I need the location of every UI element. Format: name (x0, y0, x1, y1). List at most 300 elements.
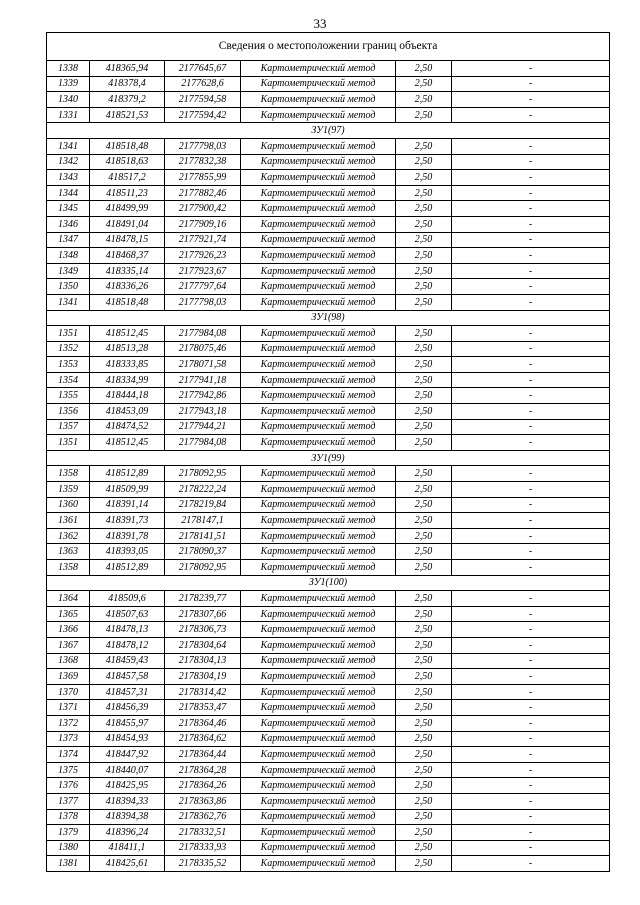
accuracy-cell: 2,50 (396, 637, 452, 653)
y-coordinate-cell: 2178304,64 (165, 637, 241, 653)
description-cell: - (452, 466, 610, 482)
method-cell: Картометрический метод (241, 606, 396, 622)
point-number-cell: 1372 (47, 715, 90, 731)
accuracy-cell: 2,50 (396, 341, 452, 357)
method-cell: Картометрический метод (241, 840, 396, 856)
y-coordinate-cell: 2178362,76 (165, 809, 241, 825)
point-number-cell: 1361 (47, 513, 90, 529)
y-coordinate-cell: 2178364,46 (165, 715, 241, 731)
table-row (47, 76, 610, 92)
method-cell: Картометрический метод (241, 61, 396, 77)
accuracy-cell: 2,50 (396, 76, 452, 92)
y-coordinate-cell: 2177926,23 (165, 248, 241, 264)
method-cell: Картометрический метод (241, 544, 396, 560)
y-coordinate-cell: 2177832,38 (165, 154, 241, 170)
zone-label: ЗУ1(97) (47, 123, 610, 139)
y-coordinate-cell: 2177594,42 (165, 107, 241, 123)
point-number-cell: 1376 (47, 778, 90, 794)
method-cell: Картометрический метод (241, 793, 396, 809)
table-row (47, 279, 610, 295)
point-number-cell: 1344 (47, 185, 90, 201)
description-cell: - (452, 669, 610, 685)
point-number-cell: 1357 (47, 419, 90, 435)
method-cell: Картометрический метод (241, 591, 396, 607)
method-cell: Картометрический метод (241, 185, 396, 201)
point-number-cell: 1340 (47, 92, 90, 108)
method-cell: Картометрический метод (241, 700, 396, 716)
method-cell: Картометрический метод (241, 107, 396, 123)
description-cell: - (452, 61, 610, 77)
method-cell: Картометрический метод (241, 856, 396, 872)
x-coordinate-cell: 418457,31 (90, 684, 165, 700)
description-cell: - (452, 622, 610, 638)
x-coordinate-cell: 418518,48 (90, 138, 165, 154)
x-coordinate-cell: 418425,61 (90, 856, 165, 872)
point-number-cell: 1358 (47, 466, 90, 482)
method-cell: Картометрический метод (241, 357, 396, 373)
description-cell: - (452, 482, 610, 498)
method-cell: Картометрический метод (241, 669, 396, 685)
zone-label: ЗУ1(100) (47, 575, 610, 591)
description-cell: - (452, 544, 610, 560)
table-row (47, 747, 610, 763)
point-number-cell: 1373 (47, 731, 90, 747)
description-cell: - (452, 731, 610, 747)
zone-label: ЗУ1(99) (47, 450, 610, 466)
table-row (47, 372, 610, 388)
y-coordinate-cell: 2177984,08 (165, 435, 241, 451)
description-cell: - (452, 404, 610, 420)
method-cell: Картометрический метод (241, 232, 396, 248)
table-row (47, 404, 610, 420)
accuracy-cell: 2,50 (396, 653, 452, 669)
y-coordinate-cell: 2177882,46 (165, 185, 241, 201)
description-cell: - (452, 107, 610, 123)
accuracy-cell: 2,50 (396, 591, 452, 607)
accuracy-cell: 2,50 (396, 731, 452, 747)
method-cell: Картометрический метод (241, 825, 396, 841)
point-number-cell: 1370 (47, 684, 90, 700)
point-number-cell: 1363 (47, 544, 90, 560)
accuracy-cell: 2,50 (396, 388, 452, 404)
x-coordinate-cell: 418474,52 (90, 419, 165, 435)
point-number-cell: 1359 (47, 482, 90, 498)
point-number-cell: 1358 (47, 560, 90, 576)
table-row (47, 513, 610, 529)
y-coordinate-cell: 2178332,51 (165, 825, 241, 841)
accuracy-cell: 2,50 (396, 669, 452, 685)
y-coordinate-cell: 2177855,99 (165, 170, 241, 186)
table-row (47, 544, 610, 560)
method-cell: Картометрический метод (241, 809, 396, 825)
accuracy-cell: 2,50 (396, 326, 452, 342)
table-row (47, 138, 610, 154)
description-cell: - (452, 388, 610, 404)
table-row (47, 591, 610, 607)
y-coordinate-cell: 2178304,13 (165, 653, 241, 669)
point-number-cell: 1341 (47, 294, 90, 310)
point-number-cell: 1354 (47, 372, 90, 388)
table-row (47, 388, 610, 404)
y-coordinate-cell: 2177944,21 (165, 419, 241, 435)
accuracy-cell: 2,50 (396, 793, 452, 809)
x-coordinate-cell: 418394,38 (90, 809, 165, 825)
y-coordinate-cell: 2178141,51 (165, 528, 241, 544)
description-cell: - (452, 637, 610, 653)
point-number-cell: 1371 (47, 700, 90, 716)
point-number-cell: 1377 (47, 793, 90, 809)
method-cell: Картометрический метод (241, 653, 396, 669)
description-cell: - (452, 419, 610, 435)
x-coordinate-cell: 418379,2 (90, 92, 165, 108)
method-cell: Картометрический метод (241, 731, 396, 747)
table-row (47, 154, 610, 170)
point-number-cell: 1346 (47, 216, 90, 232)
method-cell: Картометрический метод (241, 637, 396, 653)
x-coordinate-cell: 418517,2 (90, 170, 165, 186)
accuracy-cell: 2,50 (396, 419, 452, 435)
accuracy-cell: 2,50 (396, 762, 452, 778)
x-coordinate-cell: 418499,99 (90, 201, 165, 217)
y-coordinate-cell: 2177798,03 (165, 138, 241, 154)
description-cell: - (452, 513, 610, 529)
x-coordinate-cell: 418396,24 (90, 825, 165, 841)
accuracy-cell: 2,50 (396, 248, 452, 264)
table-row (47, 653, 610, 669)
y-coordinate-cell: 2178335,52 (165, 856, 241, 872)
table-row (47, 825, 610, 841)
table-row (47, 669, 610, 685)
accuracy-cell: 2,50 (396, 216, 452, 232)
table-row (47, 170, 610, 186)
point-number-cell: 1379 (47, 825, 90, 841)
method-cell: Картометрический метод (241, 92, 396, 108)
table-row (47, 263, 610, 279)
point-number-cell: 1352 (47, 341, 90, 357)
accuracy-cell: 2,50 (396, 61, 452, 77)
description-cell: - (452, 856, 610, 872)
point-number-cell: 1369 (47, 669, 90, 685)
accuracy-cell: 2,50 (396, 138, 452, 154)
method-cell: Картометрический метод (241, 263, 396, 279)
zone-header-row (47, 450, 610, 466)
accuracy-cell: 2,50 (396, 279, 452, 295)
x-coordinate-cell: 418513,28 (90, 341, 165, 357)
y-coordinate-cell: 2178304,19 (165, 669, 241, 685)
description-cell: - (452, 435, 610, 451)
x-coordinate-cell: 418512,89 (90, 560, 165, 576)
zone-header-row (47, 310, 610, 326)
accuracy-cell: 2,50 (396, 513, 452, 529)
x-coordinate-cell: 418518,63 (90, 154, 165, 170)
method-cell: Картометрический метод (241, 294, 396, 310)
x-coordinate-cell: 418335,14 (90, 263, 165, 279)
method-cell: Картометрический метод (241, 201, 396, 217)
accuracy-cell: 2,50 (396, 684, 452, 700)
description-cell: - (452, 263, 610, 279)
accuracy-cell: 2,50 (396, 435, 452, 451)
description-cell: - (452, 76, 610, 92)
method-cell: Картометрический метод (241, 388, 396, 404)
description-cell: - (452, 700, 610, 716)
description-cell: - (452, 170, 610, 186)
y-coordinate-cell: 2177900,42 (165, 201, 241, 217)
x-coordinate-cell: 418478,12 (90, 637, 165, 653)
table-row (47, 762, 610, 778)
x-coordinate-cell: 418447,92 (90, 747, 165, 763)
point-number-cell: 1348 (47, 248, 90, 264)
x-coordinate-cell: 418411,1 (90, 840, 165, 856)
description-cell: - (452, 793, 610, 809)
method-cell: Картометрический метод (241, 404, 396, 420)
point-number-cell: 1331 (47, 107, 90, 123)
y-coordinate-cell: 2177942,86 (165, 388, 241, 404)
method-cell: Картометрический метод (241, 154, 396, 170)
point-number-cell: 1360 (47, 497, 90, 513)
table-title-row (47, 33, 610, 61)
y-coordinate-cell: 2178219,84 (165, 497, 241, 513)
y-coordinate-cell: 2178239,77 (165, 591, 241, 607)
x-coordinate-cell: 418394,33 (90, 793, 165, 809)
point-number-cell: 1351 (47, 435, 90, 451)
accuracy-cell: 2,50 (396, 528, 452, 544)
point-number-cell: 1341 (47, 138, 90, 154)
accuracy-cell: 2,50 (396, 622, 452, 638)
y-coordinate-cell: 2178092,95 (165, 560, 241, 576)
x-coordinate-cell: 418457,58 (90, 669, 165, 685)
table-row (47, 341, 610, 357)
x-coordinate-cell: 418336,26 (90, 279, 165, 295)
x-coordinate-cell: 418453,09 (90, 404, 165, 420)
accuracy-cell: 2,50 (396, 107, 452, 123)
method-cell: Картометрический метод (241, 482, 396, 498)
x-coordinate-cell: 418455,97 (90, 715, 165, 731)
method-cell: Картометрический метод (241, 762, 396, 778)
y-coordinate-cell: 2177797,64 (165, 279, 241, 295)
point-number-cell: 1362 (47, 528, 90, 544)
accuracy-cell: 2,50 (396, 263, 452, 279)
x-coordinate-cell: 418512,45 (90, 326, 165, 342)
y-coordinate-cell: 2178333,93 (165, 840, 241, 856)
x-coordinate-cell: 418521,53 (90, 107, 165, 123)
description-cell: - (452, 747, 610, 763)
description-cell: - (452, 92, 610, 108)
point-number-cell: 1364 (47, 591, 90, 607)
y-coordinate-cell: 2177798,03 (165, 294, 241, 310)
y-coordinate-cell: 2178090,37 (165, 544, 241, 560)
accuracy-cell: 2,50 (396, 856, 452, 872)
table-row (47, 435, 610, 451)
x-coordinate-cell: 418391,14 (90, 497, 165, 513)
table-row (47, 793, 610, 809)
point-number-cell: 1356 (47, 404, 90, 420)
zone-header-row (47, 123, 610, 139)
accuracy-cell: 2,50 (396, 700, 452, 716)
point-number-cell: 1353 (47, 357, 90, 373)
point-number-cell: 1339 (47, 76, 90, 92)
method-cell: Картометрический метод (241, 216, 396, 232)
y-coordinate-cell: 2178353,47 (165, 700, 241, 716)
description-cell: - (452, 372, 610, 388)
x-coordinate-cell: 418511,23 (90, 185, 165, 201)
y-coordinate-cell: 2177941,18 (165, 372, 241, 388)
table-row (47, 201, 610, 217)
y-coordinate-cell: 2177923,67 (165, 263, 241, 279)
table-body (47, 33, 610, 872)
method-cell: Картометрический метод (241, 435, 396, 451)
table-row (47, 637, 610, 653)
y-coordinate-cell: 2178222,24 (165, 482, 241, 498)
y-coordinate-cell: 2178364,26 (165, 778, 241, 794)
table-row (47, 216, 610, 232)
description-cell: - (452, 201, 610, 217)
method-cell: Картометрический метод (241, 560, 396, 576)
accuracy-cell: 2,50 (396, 606, 452, 622)
description-cell: - (452, 154, 610, 170)
x-coordinate-cell: 418444,18 (90, 388, 165, 404)
method-cell: Картометрический метод (241, 419, 396, 435)
x-coordinate-cell: 418440,07 (90, 762, 165, 778)
method-cell: Картометрический метод (241, 138, 396, 154)
table-row (47, 232, 610, 248)
point-number-cell: 1342 (47, 154, 90, 170)
accuracy-cell: 2,50 (396, 294, 452, 310)
y-coordinate-cell: 2178364,28 (165, 762, 241, 778)
table-row (47, 466, 610, 482)
accuracy-cell: 2,50 (396, 840, 452, 856)
accuracy-cell: 2,50 (396, 747, 452, 763)
table-row (47, 560, 610, 576)
accuracy-cell: 2,50 (396, 404, 452, 420)
x-coordinate-cell: 418509,99 (90, 482, 165, 498)
page-number: 33 (313, 16, 327, 31)
description-cell: - (452, 216, 610, 232)
description-cell: - (452, 232, 610, 248)
description-cell: - (452, 778, 610, 794)
description-cell: - (452, 279, 610, 295)
accuracy-cell: 2,50 (396, 809, 452, 825)
table-row (47, 809, 610, 825)
point-number-cell: 1380 (47, 840, 90, 856)
x-coordinate-cell: 418334,99 (90, 372, 165, 388)
description-cell: - (452, 606, 610, 622)
x-coordinate-cell: 418391,73 (90, 513, 165, 529)
table-row (47, 185, 610, 201)
point-number-cell: 1378 (47, 809, 90, 825)
point-number-cell: 1350 (47, 279, 90, 295)
description-cell: - (452, 653, 610, 669)
accuracy-cell: 2,50 (396, 92, 452, 108)
method-cell: Картометрический метод (241, 341, 396, 357)
x-coordinate-cell: 418507,63 (90, 606, 165, 622)
x-coordinate-cell: 418468,37 (90, 248, 165, 264)
accuracy-cell: 2,50 (396, 154, 452, 170)
description-cell: - (452, 294, 610, 310)
point-number-cell: 1374 (47, 747, 90, 763)
accuracy-cell: 2,50 (396, 497, 452, 513)
x-coordinate-cell: 418478,15 (90, 232, 165, 248)
x-coordinate-cell: 418333,85 (90, 357, 165, 373)
description-cell: - (452, 185, 610, 201)
table-row (47, 61, 610, 77)
accuracy-cell: 2,50 (396, 357, 452, 373)
method-cell: Картометрический метод (241, 248, 396, 264)
method-cell: Картометрический метод (241, 528, 396, 544)
method-cell: Картометрический метод (241, 279, 396, 295)
boundary-coordinates-table (46, 32, 610, 872)
description-cell: - (452, 715, 610, 731)
method-cell: Картометрический метод (241, 170, 396, 186)
x-coordinate-cell: 418456,39 (90, 700, 165, 716)
accuracy-cell: 2,50 (396, 560, 452, 576)
zone-label: ЗУ1(98) (47, 310, 610, 326)
accuracy-cell: 2,50 (396, 201, 452, 217)
y-coordinate-cell: 2178314,42 (165, 684, 241, 700)
table-row (47, 294, 610, 310)
y-coordinate-cell: 2177943,18 (165, 404, 241, 420)
x-coordinate-cell: 418509,6 (90, 591, 165, 607)
description-cell: - (452, 357, 610, 373)
table-row (47, 840, 610, 856)
x-coordinate-cell: 418378,4 (90, 76, 165, 92)
point-number-cell: 1347 (47, 232, 90, 248)
point-number-cell: 1367 (47, 637, 90, 653)
table-row (47, 528, 610, 544)
y-coordinate-cell: 2178071,58 (165, 357, 241, 373)
x-coordinate-cell: 418393,05 (90, 544, 165, 560)
table-title: Сведения о местоположении границ объекта (47, 33, 610, 61)
x-coordinate-cell: 418391,78 (90, 528, 165, 544)
x-coordinate-cell: 418518,48 (90, 294, 165, 310)
table-row (47, 497, 610, 513)
method-cell: Картометрический метод (241, 715, 396, 731)
point-number-cell: 1368 (47, 653, 90, 669)
y-coordinate-cell: 2178092,95 (165, 466, 241, 482)
table-row (47, 107, 610, 123)
y-coordinate-cell: 2178364,62 (165, 731, 241, 747)
y-coordinate-cell: 2178306,73 (165, 622, 241, 638)
accuracy-cell: 2,50 (396, 778, 452, 794)
y-coordinate-cell: 2178363,86 (165, 793, 241, 809)
y-coordinate-cell: 2178147,1 (165, 513, 241, 529)
table-row (47, 715, 610, 731)
table-row (47, 856, 610, 872)
point-number-cell: 1343 (47, 170, 90, 186)
table-row (47, 326, 610, 342)
method-cell: Картометрический метод (241, 372, 396, 388)
x-coordinate-cell: 418512,89 (90, 466, 165, 482)
method-cell: Картометрический метод (241, 466, 396, 482)
table-row (47, 482, 610, 498)
x-coordinate-cell: 418365,94 (90, 61, 165, 77)
table-row (47, 92, 610, 108)
zone-header-row (47, 575, 610, 591)
table-row (47, 778, 610, 794)
x-coordinate-cell: 418478,13 (90, 622, 165, 638)
y-coordinate-cell: 2177594,58 (165, 92, 241, 108)
accuracy-cell: 2,50 (396, 825, 452, 841)
description-cell: - (452, 591, 610, 607)
point-number-cell: 1381 (47, 856, 90, 872)
method-cell: Картометрический метод (241, 513, 396, 529)
y-coordinate-cell: 2178307,66 (165, 606, 241, 622)
point-number-cell: 1351 (47, 326, 90, 342)
description-cell: - (452, 684, 610, 700)
description-cell: - (452, 560, 610, 576)
point-number-cell: 1338 (47, 61, 90, 77)
description-cell: - (452, 341, 610, 357)
method-cell: Картометрический метод (241, 778, 396, 794)
